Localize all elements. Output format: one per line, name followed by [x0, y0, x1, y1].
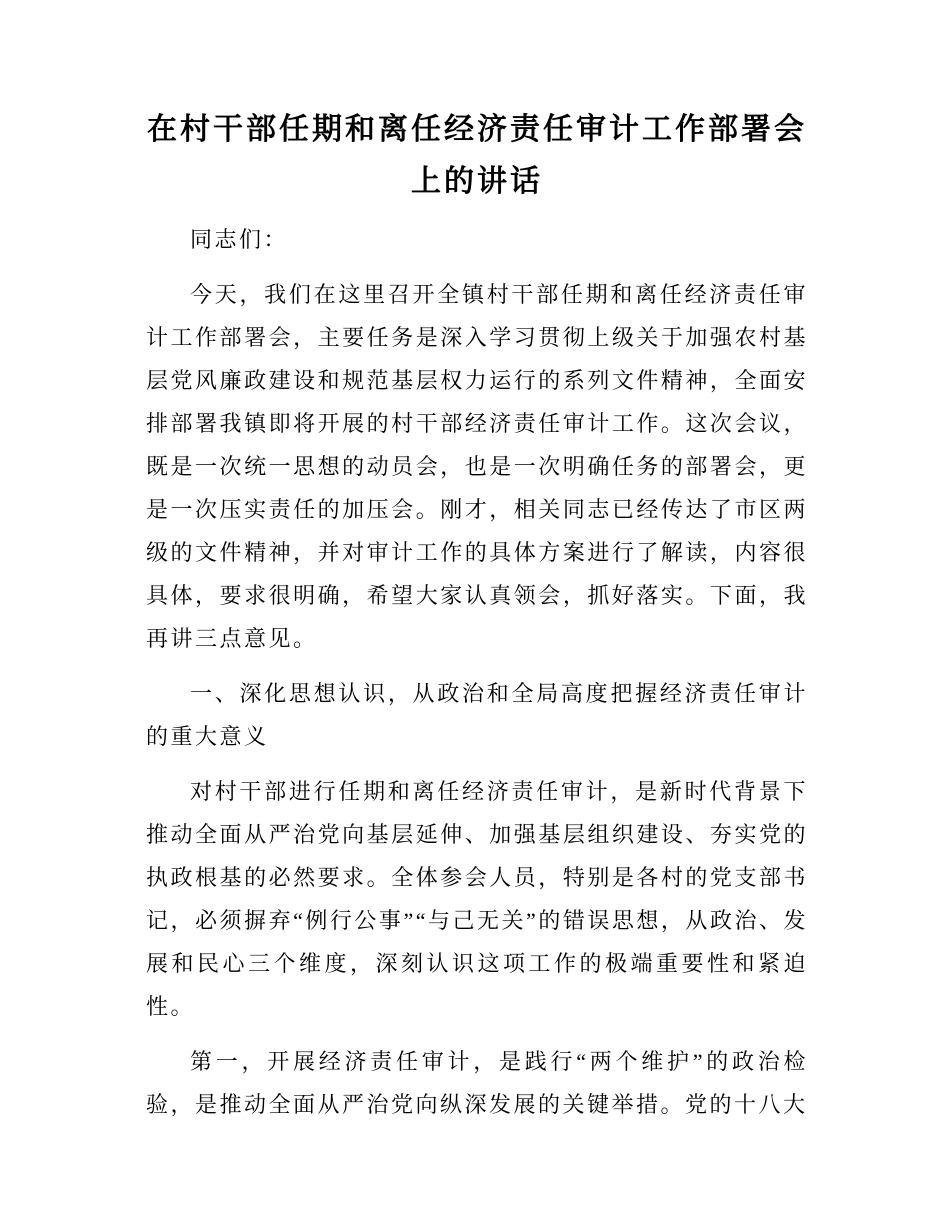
document-title: 在村干部任期和离任经济责任审计工作部署会上的讲话 — [147, 113, 807, 198]
paragraph: 今天，我们在这里召开全镇村干部任期和离任经济责任审计工作部署会，主要任务是深入学习贯彻上级关于加强农村基层党风廉政建设和规范基层权力运行的系列文件精神，全面安排部署我镇即将开展的村干部经济责任审计工作。这次会议，既是一次统一思想的动员会，也是一次明确任务的部署会，更是一次压实责任的加压会。刚才，相关同志已经传达了市区两级的文件精神，并对审计工作的具体方案进行了解读，内容很具体，要求很明确，希望大家认真领会，抓好落实。下面，我再讲三点意见。 — [146, 282, 808, 651]
paragraph: 第一，开展经济责任审计，是践行“两个维护”的政治检验，是推动全面从严治党向纵深发展的关键举措。党的十八大 — [146, 1049, 808, 1117]
salutation: 同志们： — [190, 227, 289, 252]
section-heading: 一、深化思想认识，从政治和全局高度把握经济责任审计的重大意义 — [146, 681, 808, 749]
paragraph: 对村干部进行任期和离任经济责任审计，是新时代背景下推动全面从严治党向基层延伸、加强基层组织建设、夯实党的执政根基的必然要求。全体参会人员，特别是各村的党支部书记，必须摒弃“例行公事”“与己无关”的错误思想，从政治、发展和民心三个维度，深刻认识这项工作的极端重要性和紧迫性。 — [146, 779, 808, 1019]
document-body — [146, 218, 808, 1126]
